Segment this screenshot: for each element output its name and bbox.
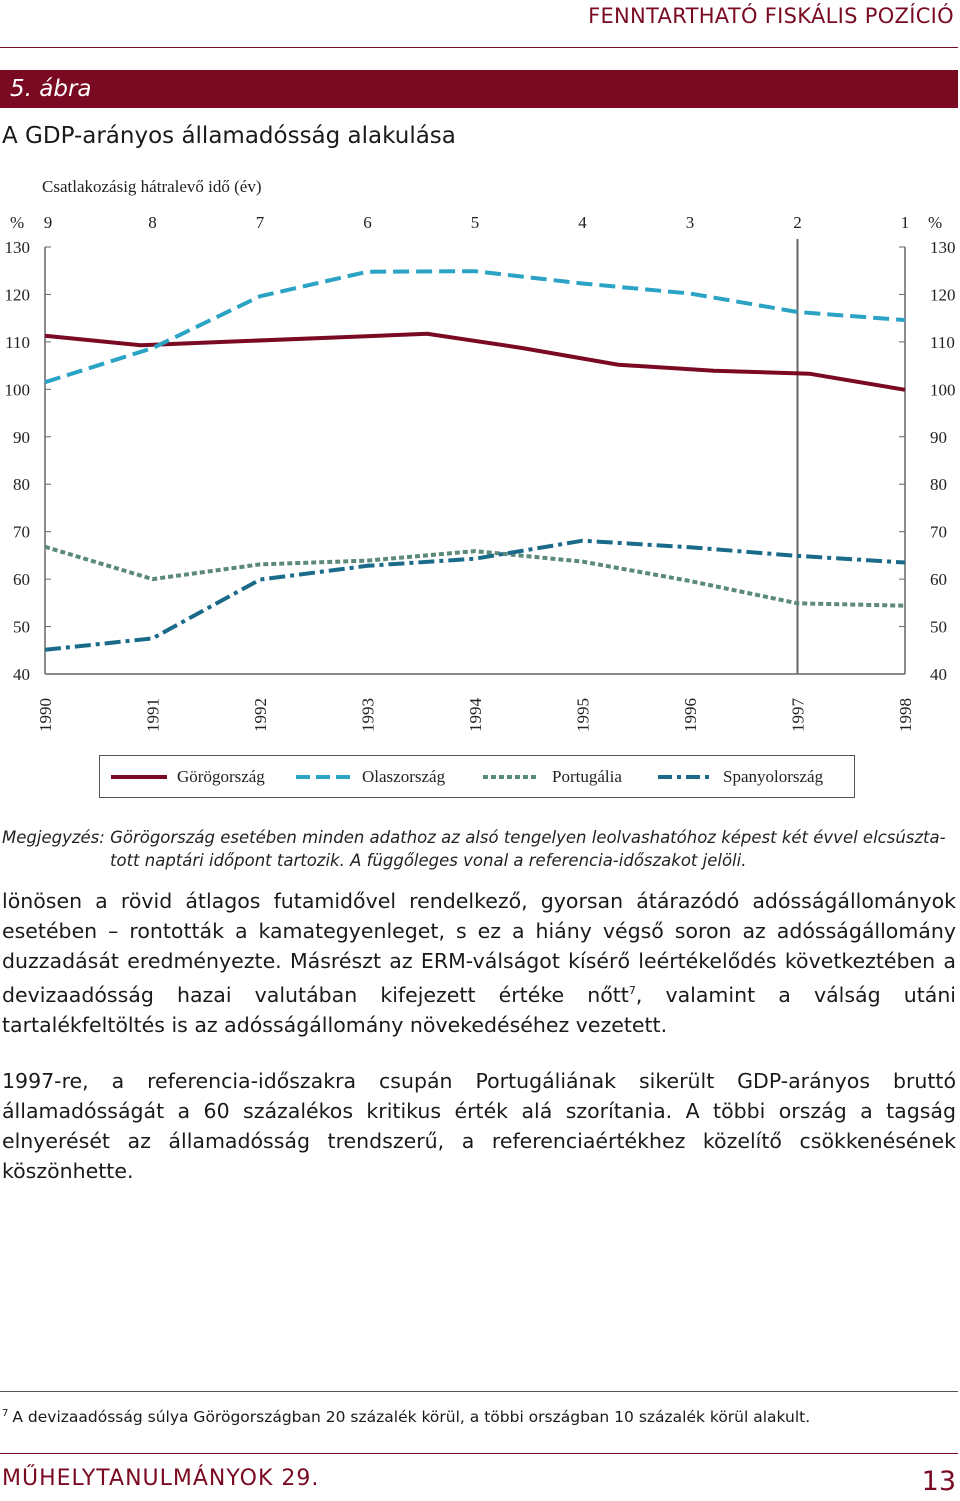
y-tick-label-right: 80 bbox=[930, 475, 947, 495]
x-tick-label: 1997 bbox=[788, 698, 808, 732]
y-axis-unit-left: % bbox=[10, 213, 25, 232]
top-axis-tick-label: 7 bbox=[255, 213, 265, 232]
series-line-italy bbox=[45, 271, 905, 382]
y-axis-unit-right: % bbox=[928, 213, 943, 232]
x-tick-label: 1993 bbox=[358, 698, 378, 732]
y-tick-label-left: 70 bbox=[13, 522, 30, 542]
chart-legend bbox=[99, 755, 855, 798]
x-tick-label: 1995 bbox=[573, 698, 593, 732]
x-tick-label: 1996 bbox=[681, 698, 700, 732]
legend-swatch-greece bbox=[111, 775, 167, 779]
x-tick-label: 1990 bbox=[36, 698, 55, 732]
top-axis-tick-label: 3 bbox=[685, 213, 695, 232]
footnote-number: 7 bbox=[2, 1408, 9, 1419]
top-axis-title: Csatlakozásig hátralevő idő (év) bbox=[42, 177, 262, 196]
series-line-portugal bbox=[45, 547, 905, 606]
y-tick-label-right: 60 bbox=[930, 570, 947, 590]
y-tick-label-left: 100 bbox=[4, 380, 30, 400]
figure-note bbox=[2, 826, 952, 872]
legend-label-italy: Olaszország bbox=[362, 767, 446, 786]
y-tick-label-right: 120 bbox=[930, 285, 956, 305]
y-tick-label-left: 130 bbox=[4, 238, 30, 257]
footnote bbox=[2, 1408, 810, 1426]
top-axis-tick-label: 4 bbox=[578, 213, 587, 232]
y-tick-label-right: 40 bbox=[930, 665, 947, 684]
footnote-text: A devizaadósság súlya Görögországban 20 százalék körül, a többi országban 10 százalék körül alakult. bbox=[12, 1408, 811, 1427]
top-axis-tick-label: 1 bbox=[900, 213, 910, 232]
x-tick-label: 1992 bbox=[251, 698, 270, 732]
legend-swatch-portugal bbox=[483, 775, 539, 779]
y-tick-label-right: 70 bbox=[930, 522, 947, 542]
footer-publication: MŰHELYTANULMÁNYOK 29. bbox=[2, 1466, 320, 1491]
y-tick-label-right: 90 bbox=[930, 427, 947, 447]
legend-swatch-italy bbox=[296, 775, 352, 779]
x-tick-label: 1991 bbox=[143, 698, 163, 732]
figure-label: 5. ábra bbox=[10, 76, 92, 102]
y-tick-label-right: 130 bbox=[930, 238, 956, 257]
legend-label-greece: Görögország bbox=[177, 767, 265, 786]
y-tick-label-right: 110 bbox=[930, 332, 955, 352]
footnote-rule bbox=[0, 1391, 958, 1392]
y-tick-label-left: 80 bbox=[13, 475, 30, 495]
header-rule bbox=[0, 47, 958, 48]
note-line-2: tott naptári időpont tartozik. A függőleges vonal a referencia-időszakot jelöli. bbox=[110, 851, 747, 870]
top-axis-tick-label: 9 bbox=[43, 213, 53, 232]
paragraph-1-text-a: lönösen a rövid átlagos futamidővel rendelkező, gyorsan átárazódó adósságállományok esetében – rontották a kamategyenleget, s ez a hiány végső soron az adósságállomány duzzadását eredményezte. Másrészt az ERM-válságot kísérő leértékelődés következtében a devizaadósság hazai valutában kifejezett értéke nőtt bbox=[2, 889, 956, 1007]
paragraph-2: 1997-re, a referencia-időszakra csupán Portugáliának sikerült GDP-arányos bruttó államadósságát a 60 százalékos kritikus érték alá szorítania. A többi ország a tagság elnyerését az államadósság trendszerű, a referenciaértékhez közelítő csökkenésének köszönhette. bbox=[2, 1069, 956, 1183]
x-tick-label: 1998 bbox=[896, 698, 915, 732]
series-line-greece bbox=[45, 334, 905, 390]
y-tick-label-right: 100 bbox=[930, 380, 956, 400]
note-label: Megjegyzés: bbox=[2, 828, 105, 847]
legend-label-portugal: Portugália bbox=[552, 767, 622, 786]
y-tick-label-left: 90 bbox=[13, 427, 30, 447]
legend-label-spain: Spanyolország bbox=[723, 767, 824, 786]
legend-swatch-spain bbox=[658, 775, 714, 779]
footer-rule bbox=[0, 1453, 958, 1454]
y-tick-label-left: 60 bbox=[13, 570, 30, 590]
debt-line-chart bbox=[0, 170, 960, 740]
top-axis-tick-label: 6 bbox=[363, 213, 372, 232]
top-axis-tick-label: 5 bbox=[470, 213, 480, 232]
y-tick-label-left: 40 bbox=[13, 665, 30, 684]
running-header: FENNTARTHATÓ FISKÁLIS POZÍCIÓ bbox=[588, 4, 954, 28]
x-tick-label: 1994 bbox=[466, 698, 485, 732]
y-tick-label-left: 120 bbox=[4, 285, 30, 305]
footnote-ref: 7 bbox=[628, 984, 636, 997]
y-tick-label-left: 110 bbox=[5, 332, 30, 352]
top-axis-tick-label: 8 bbox=[148, 213, 157, 232]
paragraph-1-text-b: , valamint a válság utáni tartalékfeltöltés is az adósságállomány növekedéséhez vezetett. bbox=[2, 982, 957, 1037]
y-tick-label-left: 50 bbox=[13, 617, 30, 637]
top-axis-tick-label: 2 bbox=[793, 213, 802, 232]
y-tick-label-right: 50 bbox=[930, 617, 947, 637]
paragraph-1 bbox=[2, 886, 956, 1040]
note-line-1: Görögország esetében minden adathoz az alsó tengelyen leolvashatóhoz képest két évvel elcsúszta- bbox=[110, 828, 946, 847]
page-number: 13 bbox=[921, 1466, 956, 1497]
series-line-spain bbox=[45, 541, 905, 650]
figure-label-bar bbox=[0, 70, 958, 108]
figure-title: A GDP-arányos államadósság alakulása bbox=[2, 123, 456, 149]
